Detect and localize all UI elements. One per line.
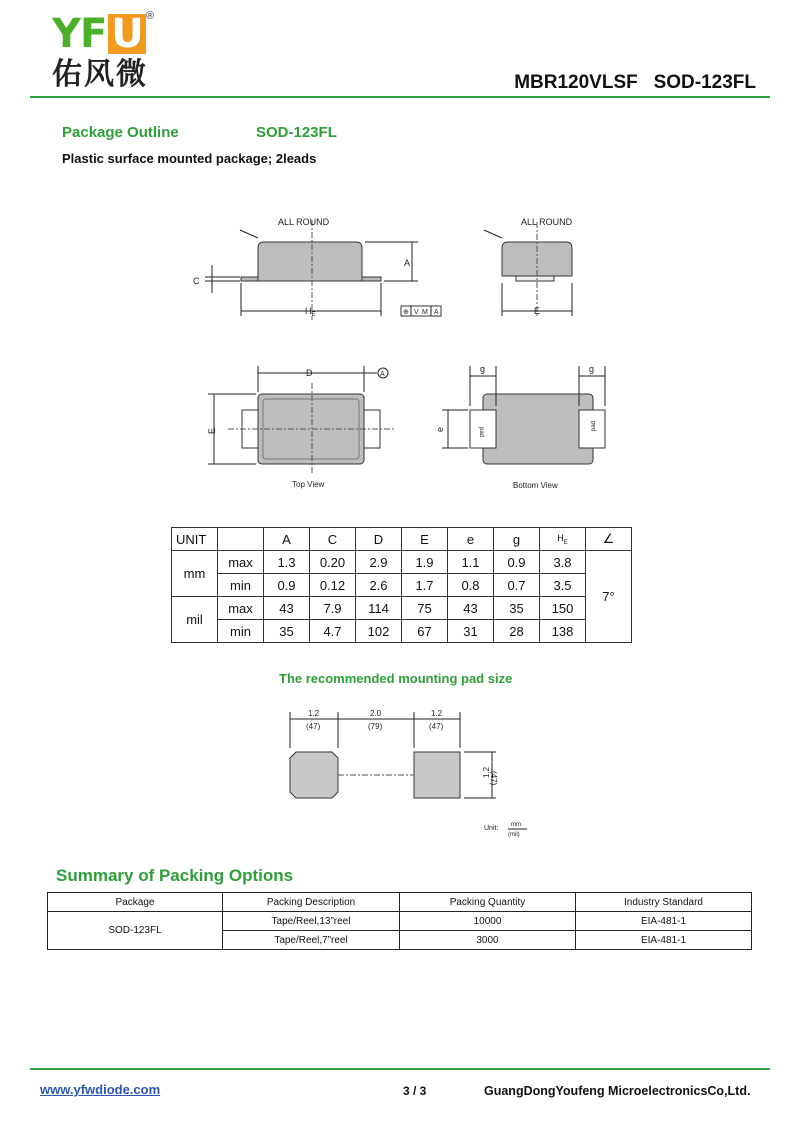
unit-mil-cell: mil (172, 597, 218, 643)
table-cell: 35 (264, 620, 310, 643)
package-outline-name: SOD-123FL (256, 124, 337, 141)
dim-he-letter: H (305, 306, 312, 316)
company-name: GuangDongYoufeng MicroelectronicsCo,Ltd. (484, 1084, 751, 1098)
table-cell: 0.12 (310, 574, 356, 597)
pad-dim4-mm: 1.2 (482, 766, 491, 778)
table-cell: 4.7 (310, 620, 356, 643)
dim-a-label: A (404, 258, 411, 268)
table-cell: 114 (356, 597, 402, 620)
end-view (484, 217, 573, 318)
he-letter: H (557, 532, 564, 543)
header-part-number: MBR120VLSF (514, 72, 638, 93)
table-row (48, 912, 752, 931)
mounting-pad-drawing (290, 709, 527, 838)
side-view (193, 217, 441, 320)
pad-dim3-mil: (47) (429, 722, 444, 731)
table-row (172, 574, 632, 597)
packing-header-cell: Packing Quantity (400, 893, 576, 912)
tolerance-value: V (414, 309, 419, 316)
top-view-caption: Top View (292, 480, 325, 489)
row-kind: min (218, 574, 264, 597)
top-view (207, 366, 396, 489)
dim-g-left-label: g (480, 364, 486, 374)
dims-header-cell: E (402, 528, 448, 551)
dims-header-cell: C (310, 528, 356, 551)
dims-header-cell: e (448, 528, 494, 551)
end-view-lead (516, 276, 554, 281)
package-outline-title: Package Outline (62, 124, 179, 141)
dimensions-table (171, 527, 632, 643)
dims-header-cell: A (264, 528, 310, 551)
all-round-leader (240, 230, 258, 238)
tolerance-modifier: M (422, 309, 428, 316)
dim-he-sub: E (311, 312, 316, 318)
all-round-label: ALL ROUND (278, 217, 330, 227)
pad-label-left: pad (478, 427, 484, 438)
end-all-round-leader (484, 230, 502, 238)
table-cell: 1.9 (402, 551, 448, 574)
packing-header-cell: Package (48, 893, 223, 912)
pad-dim1-mm: 1.2 (308, 709, 320, 718)
table-cell: 31 (448, 620, 494, 643)
row-kind: min (218, 620, 264, 643)
end-all-round-label: ALL ROUND (521, 217, 573, 227)
packing-quantity-cell: 3000 (400, 931, 576, 950)
table-cell: 43 (264, 597, 310, 620)
he-subscript: E (563, 539, 568, 546)
packing-header-cell: Packing Description (223, 893, 400, 912)
mounting-pad-left (290, 752, 338, 798)
table-cell: 1.7 (402, 574, 448, 597)
packing-header-cell: Industry Standard (576, 893, 752, 912)
website-link[interactable]: www.yfwdiode.com (40, 1082, 161, 1097)
table-cell: 1.3 (264, 551, 310, 574)
pad-dim4-mil: (47) (489, 771, 498, 786)
side-view-body (258, 242, 362, 281)
unit-label: Unit: (484, 825, 499, 832)
pad-dim3-mm: 1.2 (431, 709, 443, 718)
dim-d-label: D (306, 368, 313, 378)
table-cell: 43 (448, 597, 494, 620)
dims-header-cell: UNIT (172, 528, 218, 551)
table-cell: 2.6 (356, 574, 402, 597)
table-cell: 0.20 (310, 551, 356, 574)
dims-header-cell: D (356, 528, 402, 551)
dim-c-label: C (193, 276, 200, 286)
registered-mark: ® (146, 10, 155, 22)
pad-dim2-mm: 2.0 (370, 709, 382, 718)
pad-dim1-mil: (47) (306, 722, 321, 731)
bottom-view-body (483, 394, 593, 464)
table-row (172, 597, 632, 620)
packing-header-row (48, 893, 752, 912)
mounting-pad-right (414, 752, 460, 798)
table-cell: 138 (540, 620, 586, 643)
table-cell: 75 (402, 597, 448, 620)
unit-mm-cell: mm (172, 551, 218, 597)
packing-quantity-cell: 10000 (400, 912, 576, 931)
table-cell: 0.7 (494, 574, 540, 597)
table-cell: 0.9 (264, 574, 310, 597)
dims-header-cell-he (540, 528, 586, 551)
row-kind: max (218, 597, 264, 620)
dims-header-cell (218, 528, 264, 551)
packing-standard-cell: EIA-481-1 (576, 912, 752, 931)
footer-divider (30, 1068, 770, 1070)
tolerance-symbol: ⊕ (403, 309, 409, 316)
pad-label-right: pad (591, 420, 597, 431)
tolerance-datum: A (434, 309, 439, 316)
packing-description-cell: Tape/Reel,13”reel (223, 912, 400, 931)
unit-mm: mm (511, 822, 521, 828)
table-cell: 0.8 (448, 574, 494, 597)
packing-package-cell: SOD-123FL (48, 912, 223, 950)
datum-label: A (380, 371, 385, 378)
table-cell: 102 (356, 620, 402, 643)
packing-table (47, 892, 752, 950)
dim-e-small-label: e (435, 426, 445, 432)
table-cell: 150 (540, 597, 586, 620)
table-cell: 7.9 (310, 597, 356, 620)
table-cell: 35 (494, 597, 540, 620)
table-cell: 1.1 (448, 551, 494, 574)
pad-dim2-mil: (79) (368, 722, 383, 731)
bottom-view-caption: Bottom View (513, 481, 558, 490)
dims-header-cell: g (494, 528, 540, 551)
dims-header-row (172, 528, 632, 551)
table-cell: 28 (494, 620, 540, 643)
packing-summary-title: Summary of Packing Options (56, 866, 294, 885)
table-row (172, 620, 632, 643)
page-number: 3 / 3 (403, 1084, 427, 1098)
packing-description-cell: Tape/Reel,7”reel (223, 931, 400, 950)
logo-chinese-name: 佑风微 (52, 57, 148, 92)
table-cell: 3.5 (540, 574, 586, 597)
mounting-pad-title: The recommended mounting pad size (279, 671, 513, 686)
table-cell: 67 (402, 620, 448, 643)
packing-standard-cell: EIA-481-1 (576, 931, 752, 950)
unit-mil: (mil) (508, 832, 520, 838)
table-row (172, 551, 632, 574)
table-cell: 2.9 (356, 551, 402, 574)
bottom-view (435, 364, 605, 490)
logo-letters: YF (52, 11, 107, 57)
package-description: Plastic surface mounted package; 2leads (62, 151, 317, 166)
dims-header-cell: ∠ (586, 528, 632, 551)
header-package: SOD-123FL (653, 72, 756, 93)
logo-letter-u: U (108, 14, 145, 54)
table-cell: 3.8 (540, 551, 586, 574)
dim-e-top-label: E (207, 427, 217, 434)
table-cell: 0.9 (494, 551, 540, 574)
dim-g-right-label: g (589, 364, 595, 374)
dim-he-label (305, 306, 316, 318)
dim-e-label: E (534, 306, 541, 316)
row-kind: max (218, 551, 264, 574)
angle-cell: 7° (586, 551, 632, 643)
